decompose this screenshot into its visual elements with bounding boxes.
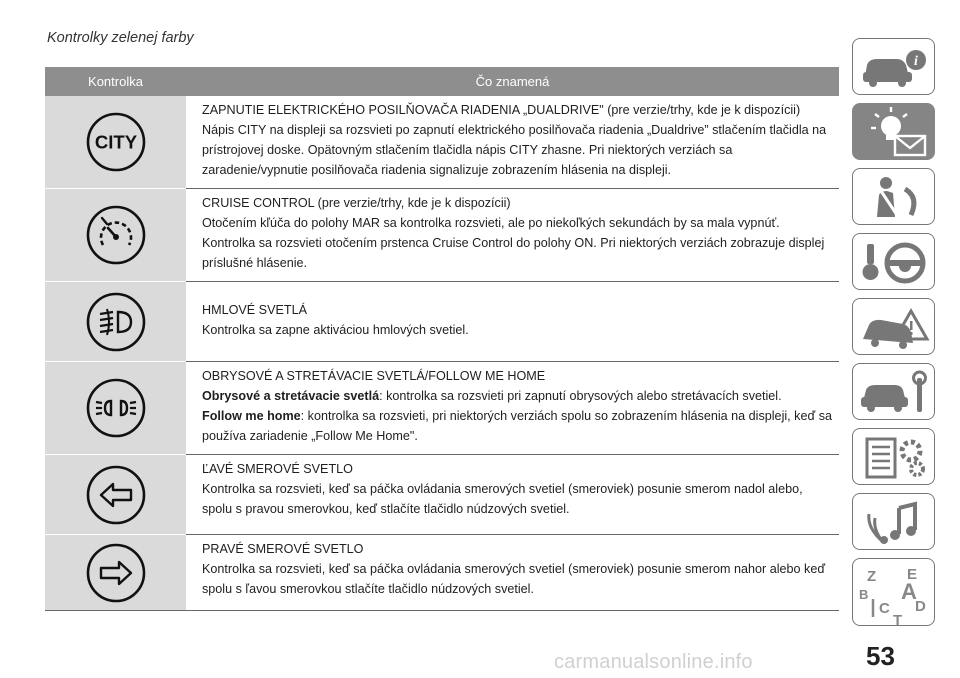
index-letter: A [901,579,917,604]
description-cell [186,282,839,362]
table-row [45,455,839,535]
tab-multimedia[interactable] [852,493,935,550]
row-text: Nápis CITY na displeji sa rozsvieti po zapnutí elektrického posilňovača riadenia „Dualdrive” stlačením tlačidla na prístrojovej doske. Opätovným stlačením tlačidla nápis CITY zhasne. Pri niektorých verziách sa zaradenie/vypnutie posilňovača riadenia signalizuje zobrazením hlásenia na displeji. [202,123,827,177]
icon-cell [45,535,186,611]
car-info-icon [853,39,936,96]
icon-cell [45,455,186,535]
seatbelt-airbag-icon [853,169,936,226]
table-row [45,189,839,282]
row-title: CRUISE CONTROL (pre verzie/trhy, kde je k dispozícii) [202,196,511,210]
row-text: Otočením kľúča do polohy MAR sa kontrolka rozsvieti, ale po niekoľkých sekundách by sa mala vypnúť. Kontrolka sa rozsvieti otočením prstenca Cruise Control do polohy ON. Pri niektorých verziách zobrazuje displej príslušné hlásenie. [202,216,825,270]
row-text: Kontrolka sa rozsvieti, keď sa páčka ovládania smerových svetiel (smeroviek) posunie smerom nahor alebo keď spolu s ľavou smerovkou stlačíte tlačidlo núdzových svetiel. [202,562,826,596]
column-header-meaning: Čo znamená [186,67,839,96]
icon-cell [45,362,186,455]
row-text [202,406,833,446]
fog-light-icon [85,291,147,353]
icon-cell [45,189,186,282]
row-title: HMLOVÉ SVETLÁ [202,302,307,317]
description-cell [186,96,839,189]
row-text [202,386,833,406]
tab-starting-driving[interactable] [852,233,935,290]
tab-warning-lights[interactable] [852,103,935,160]
key-steering-icon [853,234,936,291]
row-title: ĽAVÉ SMEROVÉ SVETLO [202,462,353,476]
page-title: Kontrolky zelenej farby [47,30,194,46]
tab-emergency[interactable] [852,298,935,355]
description-cell [186,189,839,282]
index-letter: Z [867,568,877,585]
city-icon [85,111,147,173]
warning-lights-icon [853,104,936,161]
icon-cell [45,282,186,362]
term-text: : kontrolka sa rozsvieti pri zapnutí obrysových alebo stretávacích svetiel. [379,389,782,403]
index-letter: C [879,600,890,617]
city-icon-label: CITY [94,131,137,153]
row-text: Kontrolka sa zapne aktiváciou hmlových svetiel. [202,322,469,337]
multimedia-icon [853,494,936,551]
icon-cell [45,96,186,189]
table-row [45,535,839,611]
car-crash-icon [853,299,936,356]
column-header-icon: Kontrolka [45,67,186,96]
right-arrow-icon [85,542,147,604]
row-title: OBRYSOVÉ A STRETÁVACIE SVETLÁ/FOLLOW ME HOME [202,369,546,383]
tab-safety[interactable] [852,168,935,225]
row-text: Kontrolka sa rozsvieti, keď sa páčka ovládania smerových svetiel (smeroviek) posunie smerom nadol alebo, spolu s pravou smerovkou, keď stlačíte tlačidlo núdzových svetiel. [202,482,803,516]
index-letter: T [893,612,903,627]
page-number: 53 [866,641,895,671]
left-arrow-icon [85,464,147,526]
index-letter: E [907,566,918,583]
watermark: carmanualsonline.info [554,651,753,673]
tab-car-info[interactable] [852,38,935,95]
cruise-control-icon [85,204,147,266]
warning-lights-table [45,67,839,611]
index-letter: B [859,587,869,602]
tab-maintenance[interactable] [852,363,935,420]
description-cell [186,535,839,611]
tab-index[interactable] [852,558,935,626]
table-row [45,282,839,362]
index-icon [853,559,936,627]
bold-term: Obrysové a stretávacie svetlá [202,389,380,403]
description-cell [186,362,839,455]
parking-lights-icon [85,377,147,439]
bold-term: Follow me home [202,409,301,423]
row-title: ZAPNUTIE ELEKTRICKÉHO POSILŇOVAČA RIADENIA „DUALDRIVE" (pre verzie/trhy, kde je k dispozícii) [202,103,801,117]
table-row [45,96,839,189]
table-header-row [45,67,839,96]
term-text: : kontrolka sa rozsvieti, pri niektorých verziách spolu so zobrazením hlásenia na displeji, keď sa používa zariadenie „Follow Me Home". [202,409,833,443]
row-title: PRAVÉ SMEROVÉ SVETLO [202,542,364,556]
index-letter: D [915,598,926,615]
table-row [45,362,839,455]
car-maintenance-icon [853,364,936,421]
tab-technical-data[interactable] [852,428,935,485]
technical-data-icon [853,429,936,486]
svg-text:i: i [914,54,918,69]
description-cell [186,455,839,535]
